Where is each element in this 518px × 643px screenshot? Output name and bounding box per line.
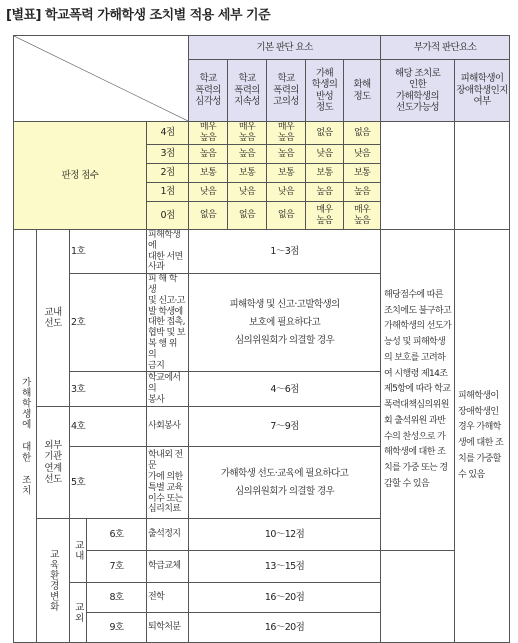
measure-row [70,274,147,372]
score-cell: 높음 [306,183,344,202]
score-value: 3점 [147,145,189,164]
score-cell: 높음 [267,145,306,164]
score-cell: 높음 [228,145,267,164]
measure-name: 학내외 전문 가에 의한 특별 교육 이수 또는 심리치료 [147,447,189,519]
measure-row [70,407,147,447]
measure-score: 16～20점 [189,613,381,643]
measure-number: 7호 [87,551,147,583]
measure-score: 13～15점 [189,551,381,583]
school-guidance-label: 교내 선도 [37,230,70,407]
blank-cell [381,551,455,643]
measure-number: 1호 [71,245,86,257]
score-value: 0점 [147,202,189,230]
score-cell: 없음 [189,202,228,230]
measure-number: 3호 [71,383,86,395]
col-remorse: 가해 학생의 반성 정도 [306,60,344,122]
measure-score: 16～20점 [189,583,381,613]
basic-factors-header: 기본 판단 요소 [189,36,381,60]
measure-number: 5호 [71,477,86,489]
score-cell: 높음 [189,145,228,164]
measure-row [70,230,147,274]
score-cell: 없음 [228,202,267,230]
measure-name: 피 해 학 생 및 신고·고 발 학생에 대한 접촉, 협박 및 보 복 행 위 의 금지 [147,274,189,372]
additional-factors-header: 부가적 판단요소 [381,36,510,60]
measure-name: 피해학생에 대한 서면 사과 [147,230,189,274]
guidance-note: 해당점수에 따른 조치에도 불구하고 가해학생의 선도가능성 및 피해학생의 보호를 고려하여 시행령 제14조제5항에 따라 학교폭력대책심의위원회 출석위원 과반수의 찬성으로 가해학생에 대한 조치를 가중 또는 경감할 수 있음 [381,230,455,551]
measure-score: 1～3점 [189,230,381,274]
score-cell: 없음 [306,122,344,145]
score-label: 판정 점수 [14,122,147,230]
measure-number: 6호 [87,519,147,551]
measure-name: 전학 [147,583,189,613]
score-cell: 보통 [267,164,306,183]
col-intent: 학교 폭력의 고의성 [267,60,306,122]
score-cell: 낮음 [228,183,267,202]
measure-score: 7～9점 [189,407,381,447]
score-cell: 없음 [344,122,381,145]
score-cell: 보통 [189,164,228,183]
measure-score: 10～12점 [189,519,381,551]
score-cell: 매우 높음 [344,202,381,230]
measures-group-label: 가해학생에 대한 조치 [14,230,37,643]
score-value: 4점 [147,122,189,145]
disabled-note: 피해학생이 장애학생인 경우 가해학생에 대한 조치를 가중할 수 있음 [455,230,510,643]
measure-name: 학급교체 [147,551,189,583]
col-disabled-victim: 피해학생이 장애학생인지 여부 [455,60,510,122]
score-cell: 보통 [306,164,344,183]
col-guidance-possibility: 해당 조치로 인한 가해학생의 선도가능성 [381,60,455,122]
score-cell: 매우 높음 [189,122,228,145]
blank-cell [381,122,455,230]
measure-name: 출석정지 [147,519,189,551]
diagonal-corner-cell [14,36,189,122]
measure-number: 2호 [71,317,86,329]
score-value: 2점 [147,164,189,183]
measure-number: 8호 [87,583,147,613]
score-cell: 높음 [344,183,381,202]
measure-score: 가해학생 선도·교육에 필요하다고 심의위원회가 의결할 경우 [189,447,381,519]
measure-name: 사회봉사 [147,407,189,447]
criteria-table [13,35,510,643]
score-cell: 보통 [228,164,267,183]
outside-label: 교외 [70,583,87,643]
measure-score: 4～6점 [189,372,381,407]
measure-score: 피해학생 및 신고·고발학생의 보호에 필요하다고 심의위원회가 의결할 경우 [189,274,381,372]
inside-label: 교내 [70,519,87,583]
col-reconciliation: 화해 정도 [344,60,381,122]
score-value: 1점 [147,183,189,202]
env-change-label: 교육환경변화 [37,519,70,643]
score-cell: 없음 [267,202,306,230]
measure-name: 학교에서의 봉사 [147,372,189,407]
score-cell: 낮음 [267,183,306,202]
page-title: [별표] 학교폭력 가해학생 조치별 적용 세부 기준 [6,8,271,23]
score-cell: 매우 높음 [228,122,267,145]
measure-row [70,447,147,519]
measure-number: 4호 [71,421,86,433]
measure-name: 퇴학처분 [147,613,189,643]
score-cell: 낮음 [306,145,344,164]
blank-cell [455,122,510,230]
col-persistence: 학교 폭력의 지속성 [228,60,267,122]
score-cell: 낮음 [344,145,381,164]
score-cell: 보통 [344,164,381,183]
measure-row [70,372,147,407]
score-cell: 낮음 [189,183,228,202]
measure-number: 9호 [87,613,147,643]
col-severity: 학교 폭력의 심각성 [189,60,228,122]
external-guidance-label: 외부 기관 연계 선도 [37,407,70,519]
score-cell: 매우 높음 [267,122,306,145]
score-cell: 매우 높음 [306,202,344,230]
